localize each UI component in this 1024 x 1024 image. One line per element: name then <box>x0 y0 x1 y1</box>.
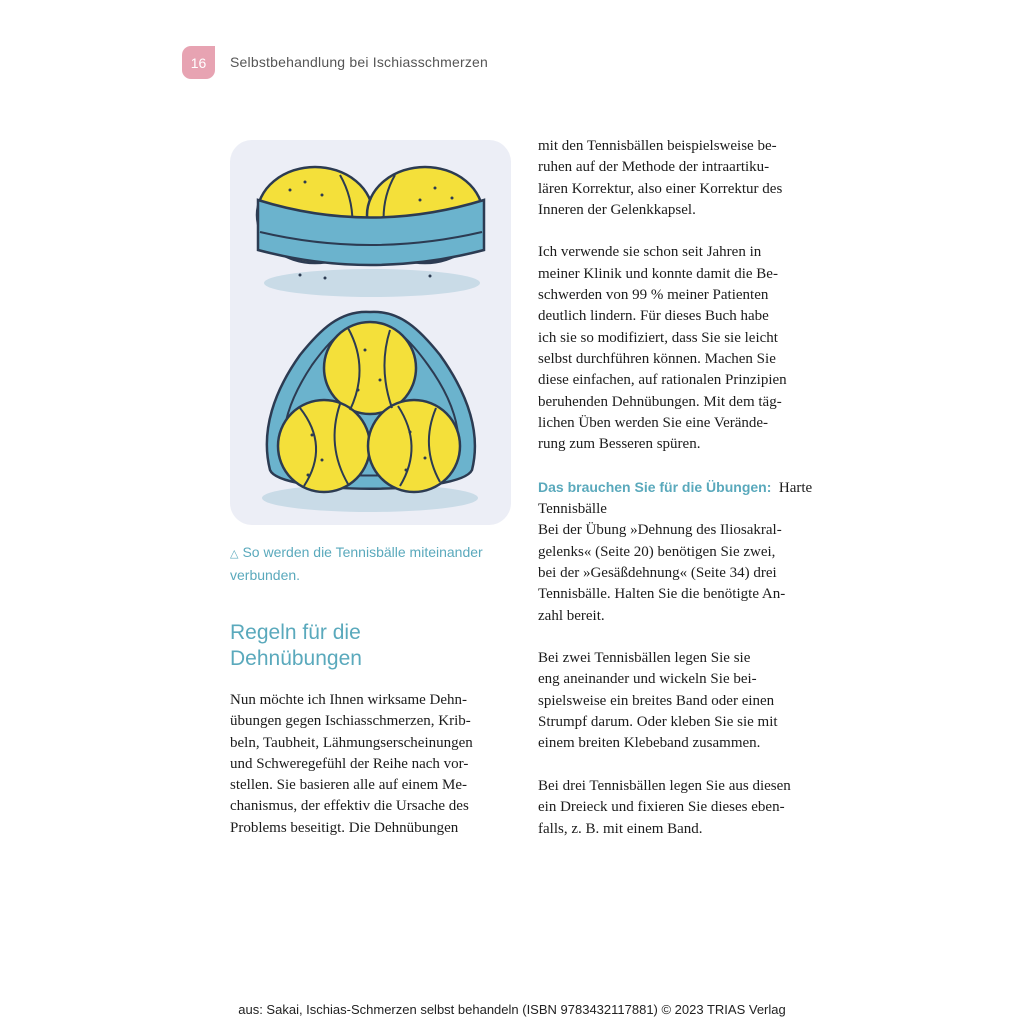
text-line: schwerden von 99 % meiner Patienten <box>538 287 769 304</box>
text-line: Strumpf darum. Oder kleben Sie sie mit <box>538 714 778 731</box>
text-line: beln, Taubheit, Lähmungserscheinungen <box>230 734 473 751</box>
paragraph <box>538 776 824 840</box>
ball-bottom-top <box>324 322 416 414</box>
running-head: Selbstbehandlung bei Ischiasschmerzen <box>230 54 488 70</box>
text-line: zahl bereit. <box>538 607 605 624</box>
needs-paragraph <box>538 477 824 627</box>
caption-line: So werden die Tennisbälle miteinander <box>242 544 483 560</box>
caption-arrow-icon: △ <box>230 548 239 560</box>
text-line: Bei drei Tennisbällen legen Sie aus diesen <box>538 777 791 794</box>
text-line: meiner Klinik und konnte damit die Be- <box>538 265 778 282</box>
source-footer: aus: Sakai, Ischias-Schmerzen selbst behandeln (ISBN 9783432117881) © 2023 TRIAS Verlag <box>238 1002 786 1017</box>
text-line: beruhenden Dehnübungen. Mit dem täg- <box>538 393 782 410</box>
text-line: ruhen auf der Methode der intraartiku- <box>538 159 770 176</box>
text-line: selbst durchführen können. Machen Sie <box>538 350 776 367</box>
text-line: ein Dreieck und fixieren Sie dieses eben- <box>538 799 785 816</box>
text-line: Tennisbälle <box>538 501 607 518</box>
text-line: stellen. Sie basieren alle auf einem Me- <box>230 777 467 794</box>
ball-bottom-right <box>368 400 460 492</box>
text-line: ich sie so modifiziert, dass Sie sie leicht <box>538 329 778 346</box>
caption-line: verbunden. <box>230 567 301 583</box>
text-line: und Schweregefühl der Reihe nach vor- <box>230 755 469 772</box>
needs-value: Harte <box>778 479 813 496</box>
text-line: diese einfachen, auf rationalen Prinzipien <box>538 372 787 389</box>
text-line: deutlich lindern. Für dieses Buch habe <box>538 308 769 325</box>
needs-label: Das brauchen Sie für die Übungen: <box>538 478 772 495</box>
text-line: rung zum Besseren spüren. <box>538 436 701 453</box>
text-line: Nun möchte ich Ihnen wirksame Dehn- <box>230 692 468 708</box>
text-line: Inneren der Gelenkkapsel. <box>538 201 696 218</box>
ball-bottom-left <box>278 400 370 492</box>
text-line: übungen gegen Ischiasschmerzen, Krib- <box>230 713 471 730</box>
right-column <box>538 136 824 861</box>
heading-line: Dehnübungen <box>230 647 362 670</box>
text-line: mit den Tennisbällen beispielsweise be- <box>538 138 777 154</box>
text-line: Ich verwende sie schon seit Jahren in <box>538 244 762 261</box>
paragraph <box>538 242 824 455</box>
text-line: chanismus, der effektiv die Ursache des <box>230 798 469 815</box>
paragraph <box>538 648 824 754</box>
paragraph <box>538 136 824 221</box>
tennis-balls-drawing <box>230 140 511 525</box>
text-line: lären Korrektur, also einer Korrektur des <box>538 180 783 197</box>
text-line: Bei zwei Tennisbällen legen Sie sie <box>538 650 751 667</box>
heading-line: Regeln für die <box>230 621 361 644</box>
text-line: spielsweise ein breites Band oder einen <box>538 692 775 709</box>
text-line: falls, z. B. mit einem Band. <box>538 820 703 837</box>
text-line: einem breiten Klebeband zusammen. <box>538 735 761 752</box>
intro-paragraph <box>230 690 506 839</box>
tennis-balls-illustration <box>230 140 511 525</box>
shadow-top <box>264 269 480 297</box>
figure-caption <box>230 542 520 586</box>
text-line: gelenks« (Seite 20) benötigen Sie zwei, <box>538 543 776 560</box>
text-line: Problems beseitigt. Die Dehnübungen <box>230 819 459 836</box>
text-line: Bei der Übung »Dehnung des Iliosakral- <box>538 522 782 539</box>
text-line: Tennisbälle. Halten Sie die benötigte An- <box>538 586 786 603</box>
section-heading <box>230 620 520 672</box>
text-line: lichen Üben werden Sie eine Verände- <box>538 414 769 431</box>
page-number-badge: 16 <box>182 46 215 79</box>
text-line: eng aneinander und wickeln Sie bei- <box>538 671 757 688</box>
text-line: bei der »Gesäßdehnung« (Seite 34) drei <box>538 564 777 581</box>
